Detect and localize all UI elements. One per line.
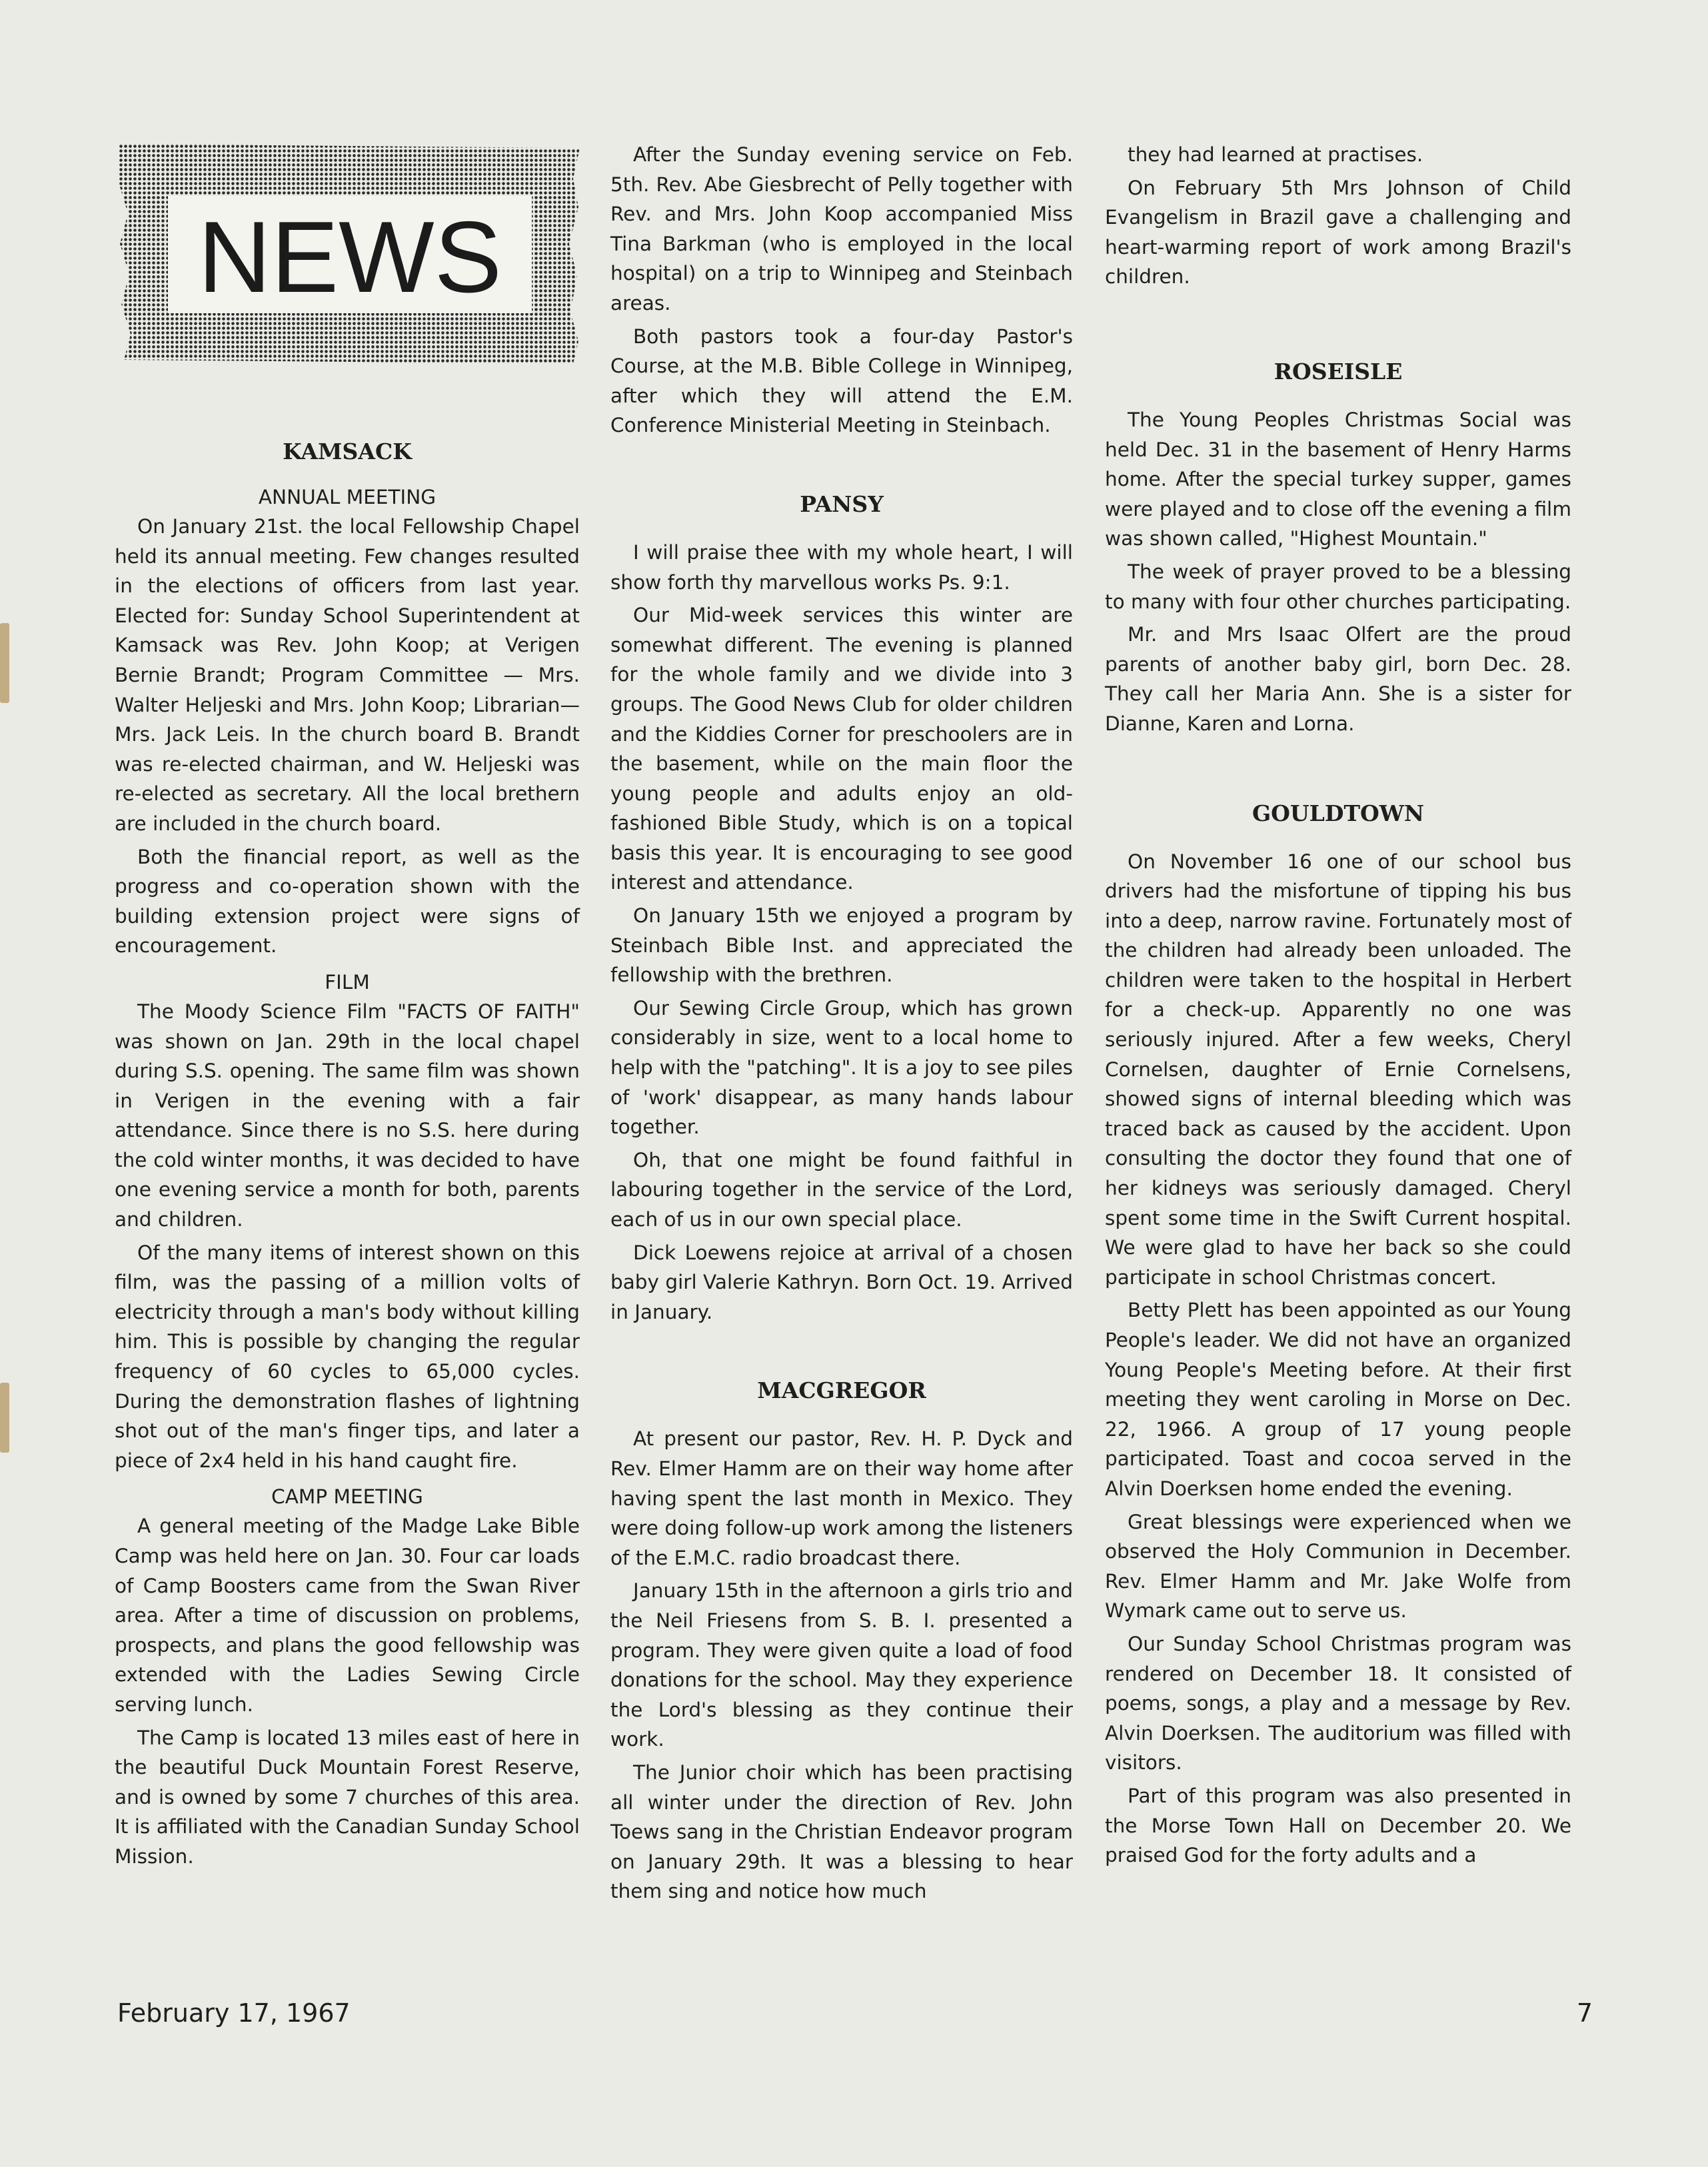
paragraph: A general meeting of the Madge Lake Bible Camp was held here on Jan. 30. Four car loads of Camp Boosters came from the Swan River area. After a time of discussion on problems, prospects, and plans the good fellowship was extended with the Ladies Sewing Circle serving lunch. <box>115 1515 580 1716</box>
column-left <box>115 437 580 1875</box>
paragraph: Great blessings were experienced when we observed the Holy Communion in December. Rev. Elmer Hamm and Mr. Jake Wolfe from Wymark came out to serve us. <box>1105 1510 1571 1623</box>
paragraph: Our Mid-week services this winter are somewhat different. The evening is planned for the whole family and we divide into 3 groups. The Good News Club for older children and the Kiddies Corner for preschoolers are in the basement, while on the main floor the young people and adults enjoy an old-fashioned Bible Study, which is on a topical basis this year. It is encouraging to see good interest and attendance. <box>610 604 1073 894</box>
subheading-film: FILM <box>325 970 370 994</box>
section-heading-gouldtown: GOULDTOWN <box>1252 800 1425 826</box>
paragraph: On November 16 one of our school bus drivers had the misfortune of tipping his bus into a deep, narrow ravine. Fortunately most of the children had already been unloaded. The children were taken to the hospital in Herbert for a check-up. Apparently no one was seriously injured. After a few weeks, Cheryl Cornelsen, daughter of Ernie Cornelsens, showed signs of internal bleeding which was traced back as caused by the accident. Upon consulting the doctor they found that one of her kidneys was seriously damaged. Cheryl spent some time in the Swift Current hospital. We were glad to have her back so she could participate in school Christmas concert. <box>1105 850 1571 1289</box>
section-heading-pansy: PANSY <box>800 490 884 517</box>
paragraph: The Camp is located 13 miles east of here in the beautiful Duck Mountain Forest Reserve, and is owned by some 7 churches of this area. It is affiliated with the Canadian Sunday School Mission. <box>115 1726 580 1868</box>
subheading-camp-meeting: CAMP MEETING <box>271 1485 423 1509</box>
paragraph: Oh, that one might be found faithful in labouring together in the service of the Lord, each of us in our own special place. <box>610 1148 1073 1231</box>
column-middle <box>610 140 1073 1910</box>
footer-date: February 17, 1967 <box>117 1998 351 2028</box>
paragraph: On February 5th Mrs Johnson of Child Evangelism in Brazil gave a challenging and heart-warming report of work among Brazil's children. <box>1105 176 1571 289</box>
paragraph: After the Sunday evening service on Feb. 5th. Rev. Abe Giesbrecht of Pelly together with Rev. and Mrs. John Koop accompanied Miss Tina Barkman (who is employed in the local hospital) on a trip to Winnipeg and Steinbach areas. <box>610 143 1073 315</box>
paragraph: Dick Loewens rejoice at arrival of a chosen baby girl Valerie Kathryn. Born Oct. 19. Arrived in January. <box>610 1241 1073 1323</box>
page-edge-wear <box>0 1383 9 1453</box>
paragraph: Part of this program was also presented in the Morse Town Hall on December 20. We praised God for the forty adults and a <box>1105 1784 1571 1867</box>
column-right <box>1105 140 1571 1874</box>
paragraph: Both pastors took a four-day Pastor's Course, at the M.B. Bible College in Winnipeg, after which they will attend the E.M. Conference Ministerial Meeting in Steinbach. <box>610 325 1073 437</box>
paragraph: At present our pastor, Rev. H. P. Dyck and Rev. Elmer Hamm are on their way home after having spent the last month in Mexico. They were doing follow-up work among the listeners of the E.M.C. radio broadcast there. <box>610 1427 1073 1569</box>
paragraph: Betty Plett has been appointed as our Young People's leader. We did not have an organized Young People's Meeting before. At their first meeting they went caroling in Morse on Dec. 22, 1966. A group of 17 young people participated. Toast and cocoa served in the Alvin Doerksen home ended the evening. <box>1105 1299 1571 1500</box>
paragraph: Mr. and Mrs Isaac Olfert are the proud parents of another baby girl, born Dec. 28. They call her Maria Ann. She is a sister for Dianne, Karen and Lorna. <box>1105 623 1571 735</box>
section-heading-kamsack: KAMSACK <box>283 438 412 464</box>
paragraph: I will praise thee with my whole heart, I will show forth thy marvellous works Ps. 9:1. <box>610 540 1073 594</box>
paragraph: Of the many items of interest shown on this film, was the passing of a million volts of electricity through a man's body without killing him. This is possible by changing the regular frequency of 60 cycles to 65,000 cycles. During the demonstration flashes of lightning shot out of the man's finger tips, and later a piece of 2x4 held in his hand caught fire. <box>115 1241 580 1472</box>
paragraph: The Young Peoples Christmas Social was held Dec. 31 in the basement of Henry Harms home. After the special turkey supper, games were played and to close off the evening a film was shown called, "Highest Mountain." <box>1105 408 1571 550</box>
paragraph: January 15th in the afternoon a girls trio and the Neil Friesens from S. B. I. presented a program. They were given quite a load of food donations for the school. May they experience the Lord's blessing as they continue their work. <box>610 1579 1073 1751</box>
paragraph: The Moody Science Film "FACTS OF FAITH" was shown on Jan. 29th in the local chapel during S.S. opening. The same film was shown in Verigen in the evening with a fair attendance. Since there is no S.S. here during the cold winter months, it was decided to have one evening service a month for both, parents and children. <box>115 1000 580 1231</box>
news-logo-text: NEWS <box>198 201 502 314</box>
paragraph: The week of prayer proved to be a blessing to many with four other churches participating. <box>1105 560 1571 613</box>
section-heading-roseisle: ROSEISLE <box>1274 358 1403 384</box>
paragraph: Both the financial report, as well as the progress and co-operation shown with the building extension project were signs of encouragement. <box>115 845 580 958</box>
paragraph: On January 15th we enjoyed a program by Steinbach Bible Inst. and appreciated the fellowship with the brethren. <box>610 904 1073 987</box>
paragraph: Our Sunday School Christmas program was rendered on December 18. It consisted of poems, songs, a play and a message by Rev. Alvin Doerksen. The auditorium was filled with visitors. <box>1105 1632 1571 1775</box>
news-logo-graphic <box>119 144 580 364</box>
paragraph: On January 21st. the local Fellowship Chapel held its annual meeting. Few changes resulted in the elections of officers from last year. Elected for: Sunday School Superintendent at Kamsack was Rev. John Koop; at Verigen Bernie Brandt; Program Committee — Mrs. Walter Heljeski and Mrs. John Koop; Librarian—Mrs. Jack Leis. In the church board B. Brandt was re-elected chairman, and W. Heljeski was re-elected as secretary. All the local brethern are included in the church board. <box>115 515 580 835</box>
paragraph: Our Sewing Circle Group, which has grown considerably in size, went to a local home to help with the "patching". It is a joy to see piles of 'work' disappear, as many hands labour together. <box>610 996 1073 1139</box>
paragraph: The Junior choir which has been practising all winter under the direction of Rev. John Toews sang in the Christian Endeavor program on January 29th. It was a blessing to hear them sing and notice how much <box>610 1761 1073 1903</box>
subheading-annual-meeting: ANNUAL MEETING <box>258 486 436 508</box>
news-logo <box>119 144 580 364</box>
page-edge-wear <box>0 623 9 703</box>
paragraph: they had learned at practises. <box>1128 143 1423 166</box>
section-heading-macgregor: MACGREGOR <box>757 1377 926 1404</box>
page-number: 7 <box>1576 1998 1593 2028</box>
